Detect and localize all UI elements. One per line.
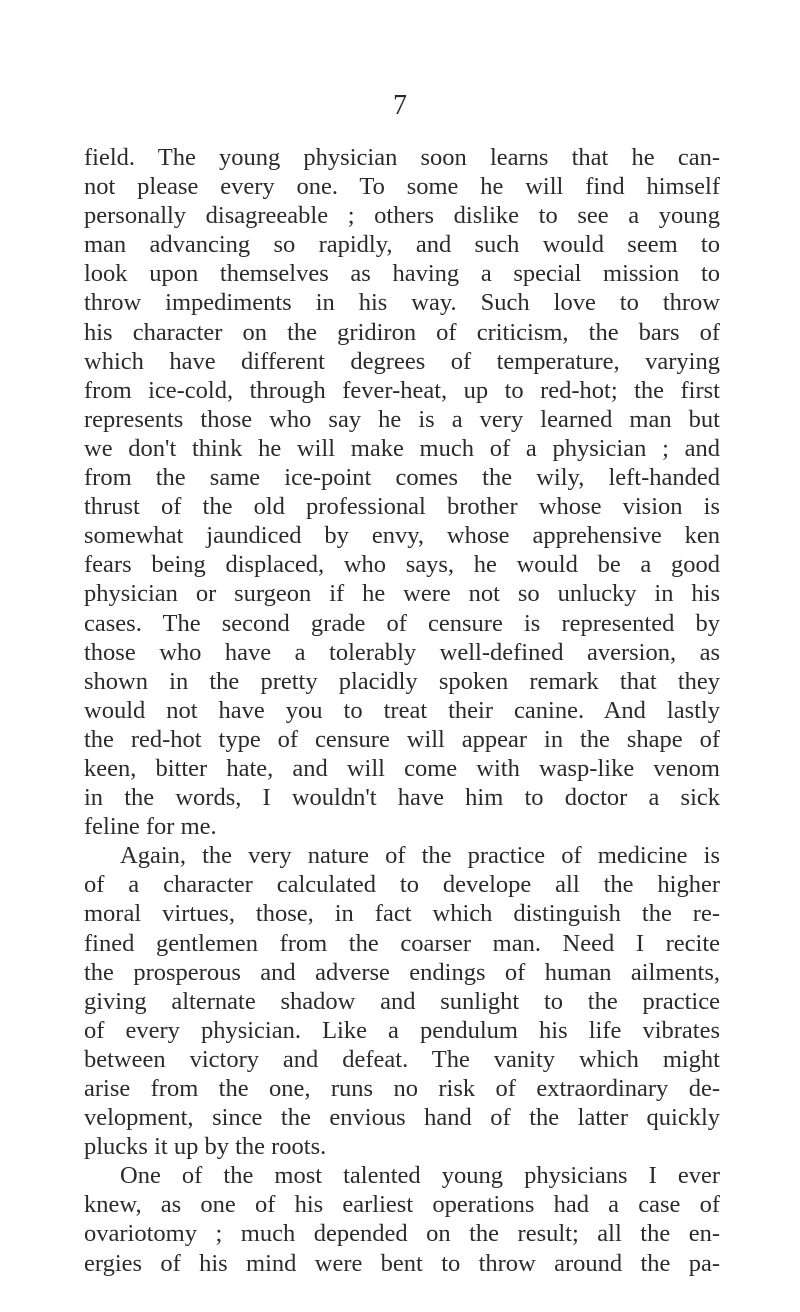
text-line: we don't think he will make much of a physician ; and: [84, 434, 720, 462]
text-line: keen, bitter hate, and will come with wasp-like venom: [84, 754, 720, 782]
text-line: thrust of the old professional brother whose vision is: [84, 493, 720, 521]
text-line: velopment, since the envious hand of the latter quickly: [84, 1104, 720, 1132]
text-line: of a character calculated to develope all the higher: [84, 871, 720, 899]
text-line: field. The young physician soon learns that he can-: [84, 144, 720, 171]
text-line: somewhat jaundiced by envy, whose apprehensive ken: [84, 522, 720, 550]
text-line: ergies of his mind were bent to throw around the pa-: [84, 1249, 720, 1277]
text-line: from the same ice-point comes the wily, left-handed: [84, 464, 720, 492]
text-line: in the words, I wouldn't have him to doctor a sick: [84, 784, 720, 812]
body-text: [84, 143, 720, 1278]
text-line: represents those who say he is a very learned man but: [84, 405, 720, 433]
text-line: ovariotomy ; much depended on the result; all the en-: [84, 1220, 720, 1248]
text-line: One of the most talented young physicians I ever: [120, 1162, 720, 1190]
text-line: plucks it up by the roots.: [84, 1133, 327, 1161]
text-line: man advancing so rapidly, and such would seem to: [84, 231, 720, 259]
text-line: shown in the pretty placidly spoken remark that they: [84, 667, 720, 695]
text-line: throw impediments in his way. Such love to throw: [84, 289, 720, 317]
text-line: those who have a tolerably well-defined aversion, as: [84, 638, 720, 666]
text-line: knew, as one of his earliest operations had a case of: [84, 1191, 720, 1219]
text-line: of every physician. Like a pendulum his life vibrates: [84, 1016, 720, 1044]
text-line: not please every one. To some he will find himself: [84, 173, 720, 201]
text-line: look upon themselves as having a special mission to: [84, 260, 720, 288]
text-line: between victory and defeat. The vanity which might: [84, 1045, 720, 1073]
text-line: which have different degrees of temperature, varying: [84, 347, 720, 375]
text-line: his character on the gridiron of criticism, the bars of: [84, 318, 720, 346]
text-line: fined gentlemen from the coarser man. Need I recite: [84, 929, 720, 957]
text-line: giving alternate shadow and sunlight to the practice: [84, 987, 720, 1015]
text-line: personally disagreeable ; others dislike to see a young: [84, 202, 720, 230]
text-line: from ice-cold, through fever-heat, up to red-hot; the first: [84, 376, 720, 404]
text-line: the prosperous and adverse endings of human ailments,: [84, 958, 720, 986]
text-line: Again, the very nature of the practice of medicine is: [120, 842, 720, 870]
text-line: moral virtues, those, in fact which distinguish the re-: [84, 900, 720, 928]
text-line: would not have you to treat their canine. And lastly: [84, 696, 720, 724]
text-line: cases. The second grade of censure is represented by: [84, 609, 720, 637]
text-line: fears being displaced, who says, he would be a good: [84, 551, 720, 579]
page-number: 7: [393, 90, 407, 121]
text-line: physician or surgeon if he were not so unlucky in his: [84, 580, 720, 608]
text-line: arise from the one, runs no risk of extraordinary de-: [84, 1075, 720, 1102]
text-line: the red-hot type of censure will appear in the shape of: [84, 725, 720, 753]
text-line: feline for me.: [84, 813, 217, 841]
